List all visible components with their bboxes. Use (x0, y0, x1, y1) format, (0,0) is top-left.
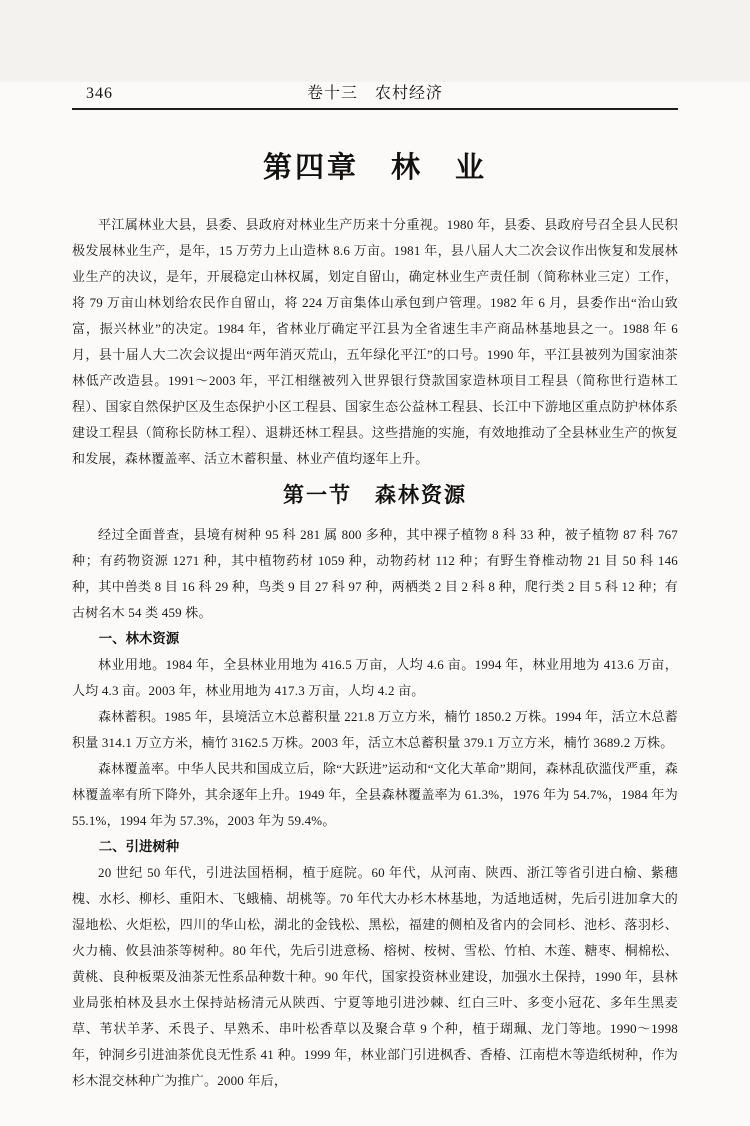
running-header: 卷十三 农村经济 (306, 85, 443, 102)
subsection-heading-introduced-species: 二、引进树种 (98, 839, 180, 854)
page-header (72, 82, 678, 110)
section-intro-paragraph: 经过全面普查，县境有树种 95 科 281 属 800 多种，其中裸子植物 8 科 33 种，被子植物 87 科 767 种；有药物资源 1271 种，其中植物药材 1059 种，动物药材 112 种；有野生脊椎动物 21 目 50 科 146 种，其中兽类 8 目 16 科 29 种，鸟类 9 目 27 科 97 种，两栖类 2 目 2 科 8 种，爬行类 2 目 5 科 12 种；有古树名木 54 类 459 株。 (72, 527, 678, 620)
paragraph-forest-stock: 森林蓄积。1985 年，县境活立木总蓄积量 221.8 万立方米，楠竹 1850.2 万株。1994 年，活立木总蓄积量 314.1 万立方米，楠竹 3162.5 万株。2003 年，活立木总蓄积量 379.1 万立方米，楠竹 3689.2 万株。 (72, 709, 678, 750)
paragraph-introduced-species: 20 世纪 50 年代，引进法国梧桐，植于庭院。60 年代，从河南、陕西、浙江等省引进白榆、紫穗槐、水杉、柳杉、重阳木、飞蛾楠、胡桃等。70 年代大办杉木林基地，为适地适树，先后引进加拿大的湿地松、火炬松，四川的华山松，湖北的金钱松、黑松，福建的侧柏及省内的会同杉、池杉、落羽杉、火力楠、攸县油茶等树种。80 年代，先后引进意杨、榕树、桉树、雪松、竹柏、木莲、糖枣、桐棉松、黄桃、良种板栗及油茶无性系品种数十种。90 年代，国家投资林业建设，加强水土保持，1990 年，县林业局张柏林及县水土保持站杨清元从陕西、宁夏等地引进沙棘、红白三叶、多变小冠花、多年生黑麦草、苇状羊茅、禾畏子、早熟禾、串叶松香草以及聚合草 9 个种，植于瑚珮、龙门等地。1990～1998 年，钟洞乡引进油茶优良无性系 41 种。1999 年，林业部门引进枫香、香椿、江南桤木等造纸树种，作为杉木混交林种广为推广。2000 年后， (72, 865, 678, 1088)
book-page (0, 82, 750, 1126)
subsection-heading-forest-resources: 一、林木资源 (98, 631, 180, 646)
chapter-title: 第四章 林 业 (262, 152, 487, 184)
section-title: 第一节 森林资源 (283, 484, 467, 507)
chapter-intro-paragraph: 平江属林业大县，县委、县政府对林业生产历来十分重视。1980 年，县委、县政府号召全县人民积极发展林业生产，是年，15 万劳力上山造林 8.6 万亩。1981 年，县八届人大二次会议作出恢复和发展林业生产的决议，是年，开展稳定山林权属，划定自留山，确定林业生产责任制（简称林业三定）工作，将 79 万亩山林划给农民作自留山，将 224 万亩集体山承包到户管理。1982 年 6 月，县委作出“治山致富，振兴林业”的决定。1984 年，省林业厅确定平江县为全省速生丰产商品林基地县之一。1988 年 6 月，县十届人大二次会议提出“两年消灭荒山，五年绿化平江”的口号。1990 年，平江县被列为国家油茶林低产改造县。1991～2003 年，平江相继被列入世界银行贷款国家造林项目工程县（简称世行造林工程）、国家自然保护区及生态保护小区工程县、国家生态公益林工程县、长江中下游地区重点防护林体系建设工程县（简称长防林工程）、退耕还林工程县。这些措施的实施，有效地推动了全县林业生产的恢复和发展，森林覆盖率、活立木蓄积量、林业产值均逐年上升。 (72, 217, 678, 466)
paragraph-forest-land: 林业用地。1984 年，全县林业用地为 416.5 万亩，人均 4.6 亩。1994 年，林业用地为 413.6 万亩，人均 4.3 亩。2003 年，林业用地为 417.3 万亩，人均 4.2 亩。 (72, 657, 678, 698)
page-number: 346 (86, 85, 113, 102)
paragraph-forest-coverage: 森林覆盖率。中华人民共和国成立后，除“大跃进”运动和“文化大革命”期间，森林乱砍滥伐严重，森林覆盖率有所下降外，其余逐年上升。1949 年，全县森林覆盖率为 61.3%，1976 年为 54.7%，1984 年为 55.1%，1994 年为 57.3%，2003 年为 59.4%。 (72, 761, 678, 828)
